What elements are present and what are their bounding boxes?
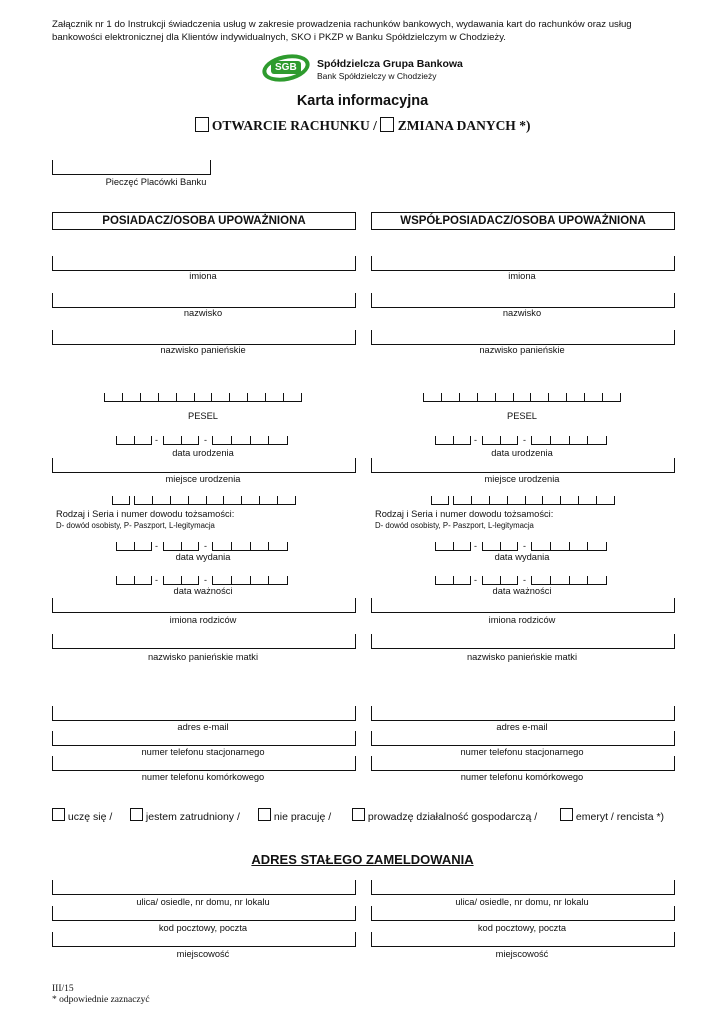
pesel-label-right: PESEL	[507, 411, 537, 421]
change-data-checkbox[interactable]	[380, 117, 394, 132]
birth-date-sep1-left: -	[155, 435, 158, 445]
expiry-date-label-left: data ważności	[173, 586, 233, 596]
birth-date-label-left: data urodzenia	[172, 448, 234, 458]
student-label: uczę się /	[67, 811, 113, 823]
surname-field-left[interactable]	[52, 293, 356, 308]
occupation-unemployed[interactable]	[258, 808, 331, 823]
issue-date-label-right: data wydania	[494, 552, 550, 562]
unemployed-label: nie pracuję /	[273, 811, 332, 823]
form-subtitle	[0, 117, 725, 134]
form-title: Karta informacyjna	[296, 93, 429, 109]
parents-names-label-left: imiona rodziców	[169, 615, 237, 625]
occupation-employed[interactable]	[130, 808, 240, 823]
issue-date-day-right[interactable]	[435, 542, 471, 551]
first-names-label-left: imiona	[189, 271, 217, 281]
email-field-left[interactable]	[52, 706, 356, 721]
maiden-name-field-right[interactable]	[371, 330, 675, 345]
employed-checkbox[interactable]	[130, 808, 143, 821]
email-label-right: adres e-mail	[496, 722, 548, 732]
street-label-left: ulica/ osiedle, nr domu, nr lokalu	[136, 897, 270, 907]
footnote: * odpowiednie zaznaczyć	[52, 995, 150, 1005]
street-label-right: ulica/ osiedle, nr domu, nr lokalu	[455, 897, 589, 907]
id-doc-label-right: Rodzaj i Seria i numer dowodu tożsamości:	[375, 509, 554, 519]
expiry-date-sep1-right: -	[474, 575, 477, 585]
postal-field-right[interactable]	[371, 906, 675, 921]
sgb-logo	[262, 55, 482, 89]
id-doc-types-right: D- dowód osobisty, P- Paszport, L-legitymacja	[375, 521, 534, 530]
right-section-header: WSPÓŁPOSIADACZ/OSOBA UPOWAŻNIONA	[371, 212, 675, 230]
parents-names-field-right[interactable]	[371, 598, 675, 613]
issue-date-sep2-left: -	[204, 541, 207, 551]
open-account-checkbox[interactable]	[195, 117, 209, 132]
mobile-field-left[interactable]	[52, 756, 356, 771]
surname-label-left: nazwisko	[183, 308, 223, 318]
email-label-left: adres e-mail	[177, 722, 229, 732]
occupation-retired[interactable]	[560, 808, 664, 823]
pesel-cells-right[interactable]	[423, 393, 621, 402]
mother-maiden-field-left[interactable]	[52, 634, 356, 649]
employed-label: jestem zatrudniony /	[145, 811, 240, 823]
issue-date-year-left[interactable]	[212, 542, 288, 551]
issue-date-sep1-right: -	[474, 541, 477, 551]
parents-names-field-left[interactable]	[52, 598, 356, 613]
logo-bank-name: Bank Spółdzielczy w Chodzieży	[317, 71, 437, 81]
city-label-right: miejscowość	[495, 949, 549, 959]
mobile-label-right: numer telefonu komórkowego	[460, 772, 584, 782]
issue-date-month-right[interactable]	[482, 542, 518, 551]
expiry-date-label-right: data ważności	[492, 586, 552, 596]
left-section-header: POSIADACZ/OSOBA UPOWAŻNIONA	[52, 212, 356, 230]
bank-stamp-field[interactable]	[52, 160, 211, 175]
birth-place-label-left: miejsce urodzenia	[165, 474, 241, 484]
retired-checkbox[interactable]	[560, 808, 573, 821]
landline-label-left: numer telefonu stacjonarnego	[141, 747, 265, 757]
mother-maiden-label-right: nazwisko panieńskie matki	[466, 652, 578, 662]
birth-date-sep1-right: -	[474, 435, 477, 445]
id-doc-label-left: Rodzaj i Seria i numer dowodu tożsamości:	[56, 509, 235, 519]
birth-date-sep2-left: -	[204, 435, 207, 445]
bank-stamp-label: Pieczęć Placówki Banku	[105, 177, 207, 187]
expiry-date-day-right[interactable]	[435, 576, 471, 585]
landline-field-right[interactable]	[371, 731, 675, 746]
birth-date-day-right[interactable]	[435, 436, 471, 445]
expiry-date-day-left[interactable]	[116, 576, 152, 585]
birth-place-label-right: miejsce urodzenia	[484, 474, 560, 484]
expiry-date-sep1-left: -	[155, 575, 158, 585]
logo-badge: SGB	[271, 61, 301, 74]
issue-date-sep2-right: -	[523, 541, 526, 551]
expiry-date-sep2-left: -	[204, 575, 207, 585]
occupation-business[interactable]	[352, 808, 537, 823]
first-names-field-left[interactable]	[52, 256, 356, 271]
id-number-cells-right[interactable]	[453, 496, 615, 505]
landline-field-left[interactable]	[52, 731, 356, 746]
expiry-date-year-right[interactable]	[531, 576, 607, 585]
business-checkbox[interactable]	[352, 808, 365, 821]
maiden-name-field-left[interactable]	[52, 330, 356, 345]
change-data-label: ZMIANA DANYCH *)	[397, 118, 531, 133]
id-number-cells-left[interactable]	[134, 496, 296, 505]
birth-place-field-right[interactable]	[371, 458, 675, 473]
birth-date-label-right: data urodzenia	[491, 448, 553, 458]
birth-date-year-left[interactable]	[212, 436, 288, 445]
address-title: ADRES STAŁEGO ZAMELDOWANIA	[251, 852, 474, 867]
issue-date-label-left: data wydania	[175, 552, 231, 562]
mother-maiden-field-right[interactable]	[371, 634, 675, 649]
city-field-left[interactable]	[52, 932, 356, 947]
street-field-right[interactable]	[371, 880, 675, 895]
issue-date-year-right[interactable]	[531, 542, 607, 551]
city-field-right[interactable]	[371, 932, 675, 947]
expiry-date-year-left[interactable]	[212, 576, 288, 585]
footer	[52, 984, 150, 1006]
student-checkbox[interactable]	[52, 808, 65, 821]
birth-date-sep2-right: -	[523, 435, 526, 445]
surname-label-right: nazwisko	[502, 308, 542, 318]
maiden-name-label-right: nazwisko panieńskie	[479, 345, 565, 355]
expiry-date-sep2-right: -	[523, 575, 526, 585]
pesel-label-left: PESEL	[188, 411, 218, 421]
pesel-cells-left[interactable]	[104, 393, 302, 402]
mobile-field-right[interactable]	[371, 756, 675, 771]
open-account-label: OTWARCIE RACHUNKU /	[211, 118, 377, 133]
mobile-label-left: numer telefonu komórkowego	[141, 772, 265, 782]
expiry-date-month-right[interactable]	[482, 576, 518, 585]
logo-group-name: Spółdzielcza Grupa Bankowa	[317, 58, 463, 70]
id-type-cell-right[interactable]	[431, 496, 449, 505]
email-field-right[interactable]	[371, 706, 675, 721]
id-type-cell-left[interactable]	[112, 496, 130, 505]
maiden-name-label-left: nazwisko panieńskie	[160, 345, 246, 355]
landline-label-right: numer telefonu stacjonarnego	[460, 747, 584, 757]
occupation-student[interactable]	[52, 808, 112, 823]
postal-label-left: kod pocztowy, poczta	[158, 923, 248, 933]
expiry-date-month-left[interactable]	[163, 576, 199, 585]
birth-date-month-left[interactable]	[163, 436, 199, 445]
first-names-label-right: imiona	[508, 271, 536, 281]
business-label: prowadzę działalność gospodarczą /	[367, 811, 538, 823]
first-names-field-right[interactable]	[371, 256, 675, 271]
postal-field-left[interactable]	[52, 906, 356, 921]
birth-date-month-right[interactable]	[482, 436, 518, 445]
street-field-left[interactable]	[52, 880, 356, 895]
issue-date-day-left[interactable]	[116, 542, 152, 551]
birth-place-field-left[interactable]	[52, 458, 356, 473]
issue-date-month-left[interactable]	[163, 542, 199, 551]
form-code: III/15	[52, 984, 74, 994]
id-doc-types-left: D- dowód osobisty, P- Paszport, L-legitymacja	[56, 521, 215, 530]
birth-date-year-right[interactable]	[531, 436, 607, 445]
postal-label-right: kod pocztowy, poczta	[477, 923, 567, 933]
header-note: Załącznik nr 1 do Instrukcji świadczenia usług w zakresie prowadzenia rachunków bankowych, wydawania kart do rachunków oraz usług bankowości elektronicznej dla Klientów indywidualnych, SKO i PKZP w Banku Spółdzielczym w Chodzieży.	[52, 19, 632, 43]
retired-label: emeryt / rencista *)	[575, 811, 665, 823]
parents-names-label-right: imiona rodziców	[488, 615, 556, 625]
birth-date-day-left[interactable]	[116, 436, 152, 445]
issue-date-sep1-left: -	[155, 541, 158, 551]
unemployed-checkbox[interactable]	[258, 808, 271, 821]
mother-maiden-label-left: nazwisko panieńskie matki	[147, 652, 259, 662]
surname-field-right[interactable]	[371, 293, 675, 308]
city-label-left: miejscowość	[176, 949, 230, 959]
